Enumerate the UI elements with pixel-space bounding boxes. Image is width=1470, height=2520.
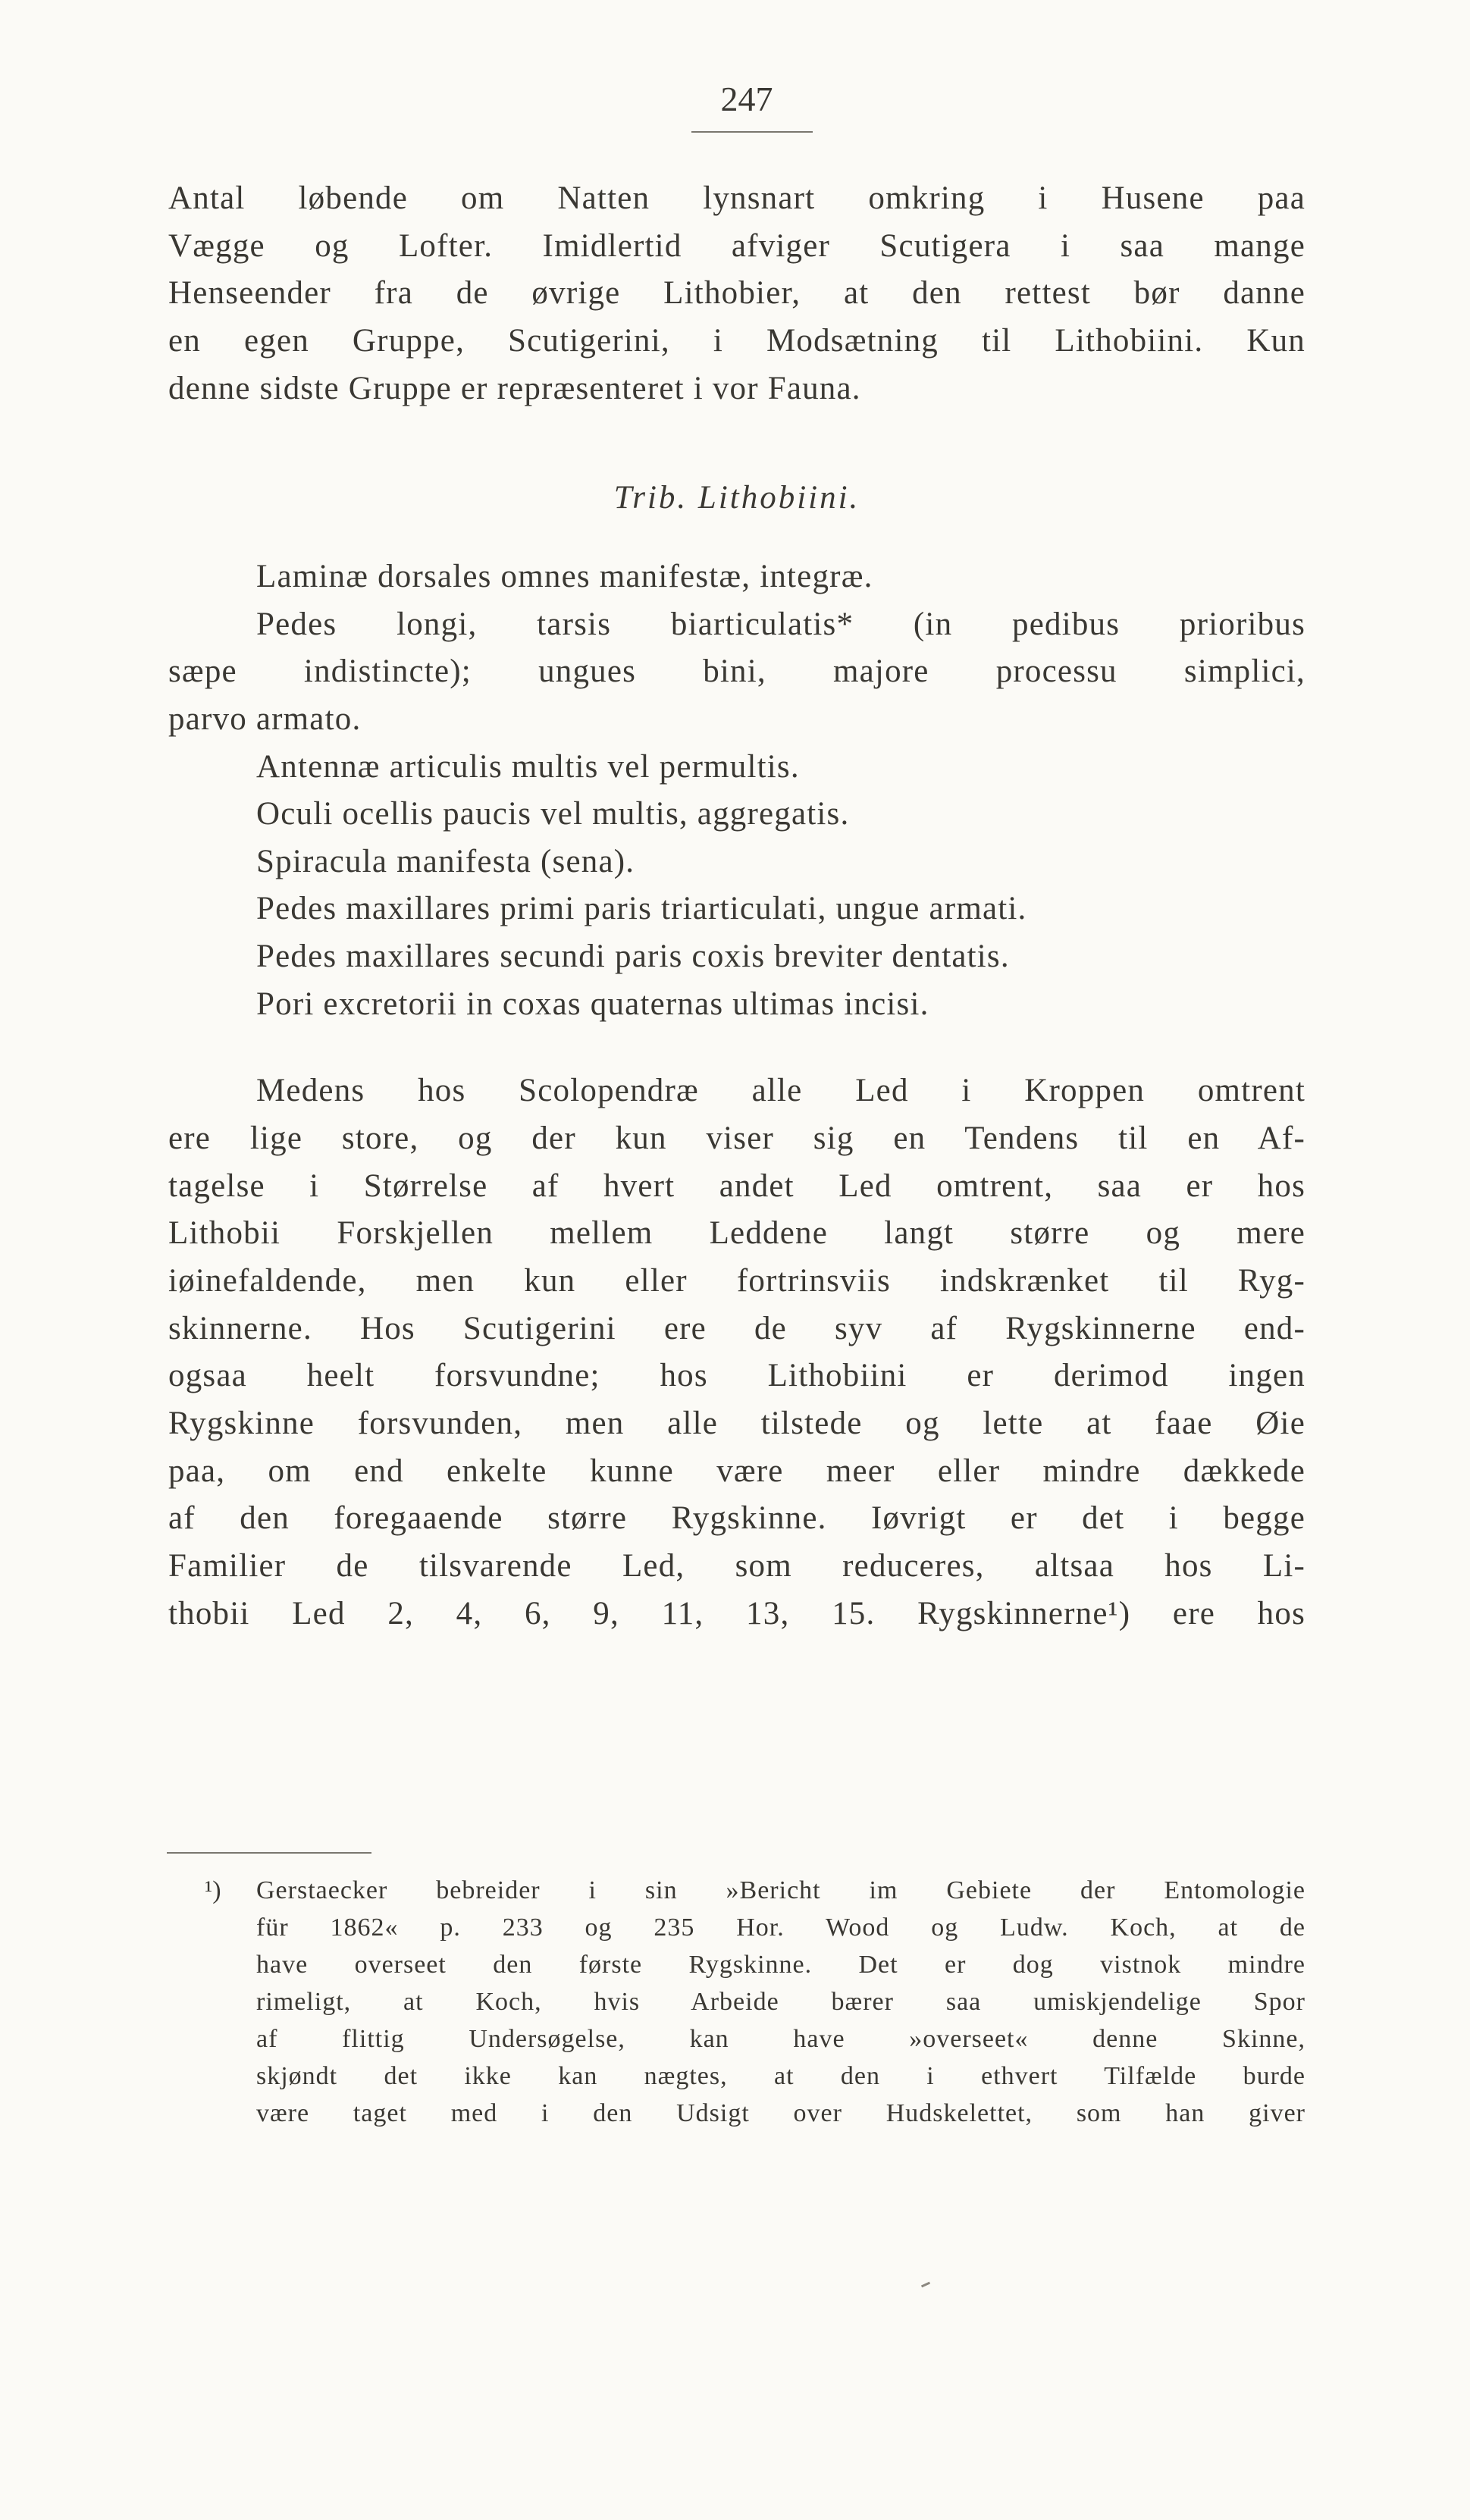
diagnosis-line: Pedes longi, tarsis biarticulatis* (in pedibus prioribus xyxy=(256,606,1305,642)
footnote-line: af flittig Undersøgelse, kan have »overseet« denne Skinne, xyxy=(256,2025,1305,2053)
footnote-rule xyxy=(167,1852,371,1854)
diagnosis-line: Pedes maxillares primi paris triarticulati, ungue armati. xyxy=(256,891,1027,926)
paragraph2-line: Familier de tilsvarende Led, som reduceres, altsaa hos Li- xyxy=(168,1548,1305,1584)
paragraph2-line: af den foregaaende større Rygskinne. Iøvrigt er det i begge xyxy=(168,1500,1305,1536)
diagnosis-line: Pori excretorii in coxas quaternas ultimas incisi. xyxy=(256,986,929,1022)
paragraph2-line: skinnerne. Hos Scutigerini ere de syv af Rygskinnerne end- xyxy=(168,1311,1305,1346)
paragraph1-line: Antal løbende om Natten lynsnart omkring i Husene paa xyxy=(168,180,1305,216)
paper-speck xyxy=(921,2282,930,2288)
diagnosis-line: Spiracula manifesta (sena). xyxy=(256,844,635,879)
paragraph2-line: Lithobii Forskjellen mellem Leddene langt større og mere xyxy=(168,1215,1305,1251)
footnote-line: have overseet den første Rygskinne. Det er dog vistnok mindre xyxy=(256,1951,1305,1979)
footnote-line: være taget med i den Udsigt over Hudskelettet, som han giver xyxy=(256,2099,1305,2127)
paragraph1-line: denne sidste Gruppe er repræsenteret i vor Fauna. xyxy=(168,371,861,406)
paragraph2-line: tagelse i Størrelse af hvert andet Led omtrent, saa er hos xyxy=(168,1168,1305,1204)
footnote-line: rimeligt, at Koch, hvis Arbeide bærer saa umiskjendelige Spor xyxy=(256,1988,1305,2016)
paragraph1-line: Vægge og Lofter. Imidlertid afviger Scutigera i saa mange xyxy=(168,228,1305,264)
paragraph2-line: ogsaa heelt forsvundne; hos Lithobiini er derimod ingen xyxy=(168,1358,1305,1393)
footnote-line: für 1862« p. 233 og 235 Hor. Wood og Ludw. Koch, at de xyxy=(256,1914,1305,1942)
paragraph1-line: en egen Gruppe, Scutigerini, i Modsætning til Lithobiini. Kun xyxy=(168,323,1305,359)
paragraph1-line: Henseender fra de øvrige Lithobier, at den rettest bør danne xyxy=(168,275,1305,311)
diagnosis-line: Pedes maxillares secundi paris coxis breviter dentatis. xyxy=(256,939,1010,974)
page-number-rule xyxy=(691,131,813,133)
footnote-marker: ¹) xyxy=(205,1876,221,1904)
paragraph2-line: thobii Led 2, 4, 6, 9, 11, 13, 15. Rygskinnerne¹) ere hos xyxy=(168,1596,1305,1631)
paragraph2-line: Medens hos Scolopendræ alle Led i Kroppen omtrent xyxy=(256,1073,1305,1108)
page-number: 247 xyxy=(720,80,773,118)
footnote-line: Gerstaecker bebreider i sin »Bericht im Gebiete der Entomologie xyxy=(256,1876,1305,1904)
paragraph2-line: iøinefaldende, men kun eller fortrinsviis indskrænket til Ryg- xyxy=(168,1263,1305,1299)
paragraph2-line: Rygskinne forsvunden, men alle tilstede og lette at faae Øie xyxy=(168,1406,1305,1441)
footnote-line: skjøndt det ikke kan nægtes, at den i ethvert Tilfælde burde xyxy=(256,2062,1305,2090)
section-heading: Trib. Lithobiini. xyxy=(613,480,860,516)
paragraph2-line: paa, om end enkelte kunne være meer eller mindre dækkede xyxy=(168,1453,1305,1489)
diagnosis-line: sæpe indistincte); ungues bini, majore processu simplici, xyxy=(168,654,1305,689)
diagnosis-line: parvo armato. xyxy=(168,701,362,737)
diagnosis-line: Antennæ articulis multis vel permultis. xyxy=(256,749,800,785)
diagnosis-line: Laminæ dorsales omnes manifestæ, integræ. xyxy=(256,559,873,594)
paragraph2-line: ere lige store, og der kun viser sig en Tendens til en Af- xyxy=(168,1121,1305,1156)
diagnosis-line: Oculi ocellis paucis vel multis, aggregatis. xyxy=(256,796,850,832)
